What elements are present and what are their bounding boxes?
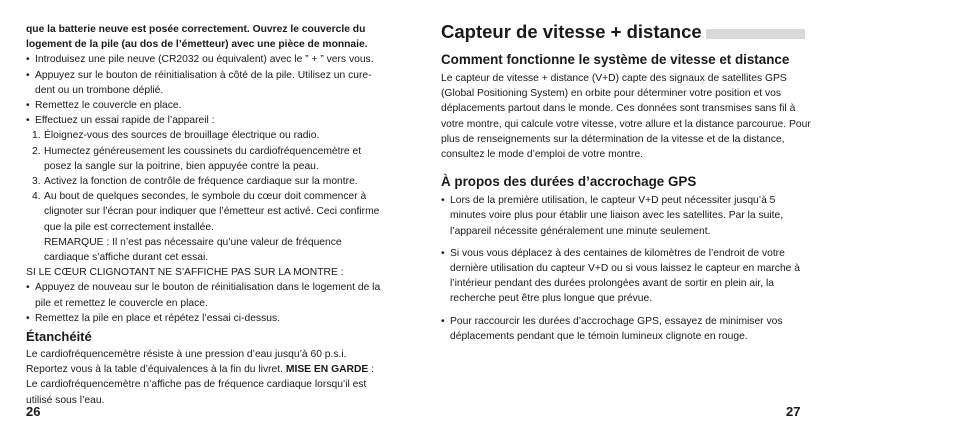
step-text: Au bout de quelques secondes, le symbole du cœur doit commencer à clignoter sur l’écran pour indiquer que l’émetteur est activé. Ceci confirme que la pile est correctement installée.: [44, 191, 380, 233]
title-block: [441, 22, 805, 42]
test-steps-list: [26, 128, 386, 265]
list-item: • Introduisez une pile neuve (CR2032 ou équivalent) avec le ” + ” vers vous.: [26, 52, 386, 67]
how-it-works-paragraph: Le capteur de vitesse + distance (V+D) capte des signaux de satellites GPS (Global Positioning System) en orbite pour déterminer votre position et vos déplacements partout dans le monde. Ces données sont transmises sans fil à votre montre, qui calcule votre vitesse, votre allure et la distance parcourue. Pour plus de renseignements sur la détermination de la vitesse et de la distance, consultez le mode d’emploi de votre montre.: [441, 73, 811, 161]
left-page: [26, 0, 386, 431]
list-item: • Appuyez sur le bouton de réinitialisation à côté de la pile. Utilisez un cure-dent ou un trombone déplié.: [26, 68, 386, 98]
list-item: • Remettez la pile en place et répétez l’essai ci-dessus.: [26, 311, 386, 326]
page-number-right: 27: [786, 404, 801, 419]
step-item: [32, 128, 386, 143]
battery-steps-list: [26, 52, 386, 128]
list-item: • Remettez le couvercle en place.: [26, 98, 386, 113]
right-page: [441, 0, 811, 431]
list-item: • Pour raccourcir les durées d’accrochage GPS, essayez de minimiser vos déplacements pendant que le témoin lumineux clignote en rouge.: [441, 314, 811, 344]
step-note: REMARQUE : Il n’est pas nécessaire qu’une valeur de fréquence cardiaque s’affiche durant cet essai.: [44, 236, 342, 264]
section-heading-gps-times: À propos des durées d’accrochage GPS: [441, 174, 697, 190]
etancheite-text-before: Le cardiofréquencemètre résiste à une pression d’eau jusqu’à 60 p.s.i. Reportez vous à la table d’équivalences à la fin du livret.: [26, 349, 347, 376]
step-item: [32, 144, 386, 174]
list-item: • Effectuez un essai rapide de l’appareil :: [26, 113, 386, 128]
left-column: [26, 22, 386, 408]
section-heading-how-it-works: Comment fonctionne le système de vitesse et distance: [441, 52, 790, 67]
step-number: 4.: [32, 191, 41, 203]
list-item: • Lors de la première utilisation, le capteur V+D peut nécessiter jusqu’à 5 minutes voire plus pour établir une liaison avec les satellites. Par la suite, l’appareil nécessite généralement une minute seulement.: [441, 193, 811, 239]
etancheite-paragraph: [26, 347, 386, 408]
list-item: • Si vous vous déplacez à des centaines de kilomètres de l’endroit de votre dernière utilisation du capteur V+D ou si vous laissez le capteur en marche à l’intérieur pendant des durées prolongées avant de sortir en plein air, la recherche peut être plus longue que prévue.: [441, 246, 811, 307]
section-heading-etancheite: Étanchéité: [26, 329, 92, 345]
step-text: Humectez généreusement les coussinets du cardiofréquencemètre et posez la sangle sur la poitrine, bien appuyée contre la peau.: [44, 145, 362, 172]
etancheite-text-after: : Le cardiofréquencemètre n’affiche pas de fréquence cardiaque lorsqu’il est utilisé sous l’eau.: [26, 364, 374, 406]
step-text: Activez la fonction de contrôle de fréquence cardiaque sur la montre.: [44, 176, 358, 188]
warning-label: MISE EN GARDE: [285, 364, 369, 376]
step-item: [32, 189, 386, 265]
troubleshoot-heading: SI LE CŒUR CLIGNOTANT NE S’AFFICHE PAS SUR LA MONTRE :: [26, 267, 344, 279]
step-number: 3.: [32, 176, 41, 188]
troubleshoot-list: [26, 280, 386, 326]
list-item: • Appuyez de nouveau sur le bouton de réinitialisation dans le logement de la pile et remettez le couvercle en place.: [26, 280, 386, 310]
step-item: [32, 174, 386, 189]
page-number-left: 26: [26, 404, 41, 419]
right-column: [441, 42, 811, 351]
step-text: Éloignez-vous des sources de brouillage électrique ou radio.: [44, 130, 320, 142]
gps-tips-list: [441, 193, 811, 344]
intro-paragraph: que la batterie neuve est posée correctement. Ouvrez le couvercle du logement de la pile (au dos de l’émetteur) avec une pièce de monnaie.: [26, 24, 368, 51]
step-number: 1.: [32, 130, 41, 142]
step-number: 2.: [32, 145, 41, 157]
page-title: Capteur de vitesse + distance: [441, 22, 706, 42]
